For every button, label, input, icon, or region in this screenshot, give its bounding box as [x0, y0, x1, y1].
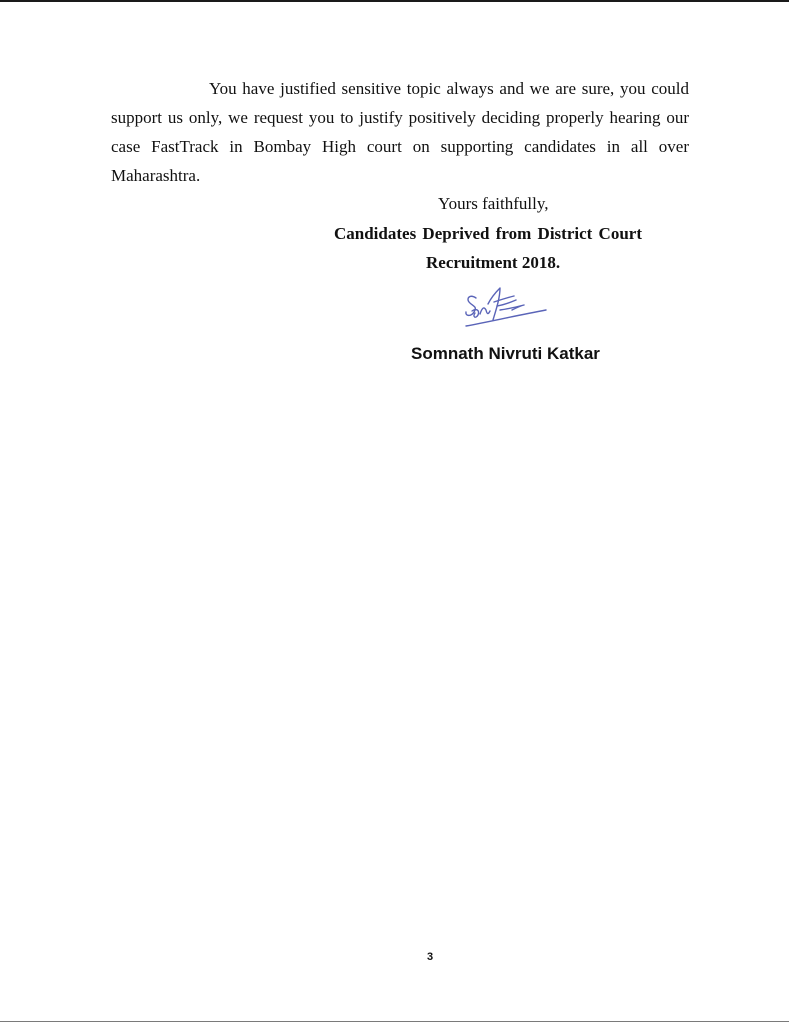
letter-closing: Yours faithfully,: [438, 194, 549, 213]
page-number: 3: [426, 951, 434, 963]
letter-body-paragraph: You have justified sensitive topic always and we are sure, you could support us only, we request you to justify positively deciding properly hearing our case FastTrack in Bombay High court on supporting candidates in all over Maharashtra.: [111, 79, 689, 185]
organization-name-line-2: Recruitment 2018.: [426, 253, 561, 272]
organization-name-line-1: Candidates Deprived from District Court: [334, 224, 642, 243]
handwritten-signature: [460, 284, 552, 332]
page-bottom-border: [0, 1021, 789, 1022]
page-top-border: [0, 0, 789, 2]
signatory-name: Somnath Nivruti Katkar: [411, 344, 600, 363]
